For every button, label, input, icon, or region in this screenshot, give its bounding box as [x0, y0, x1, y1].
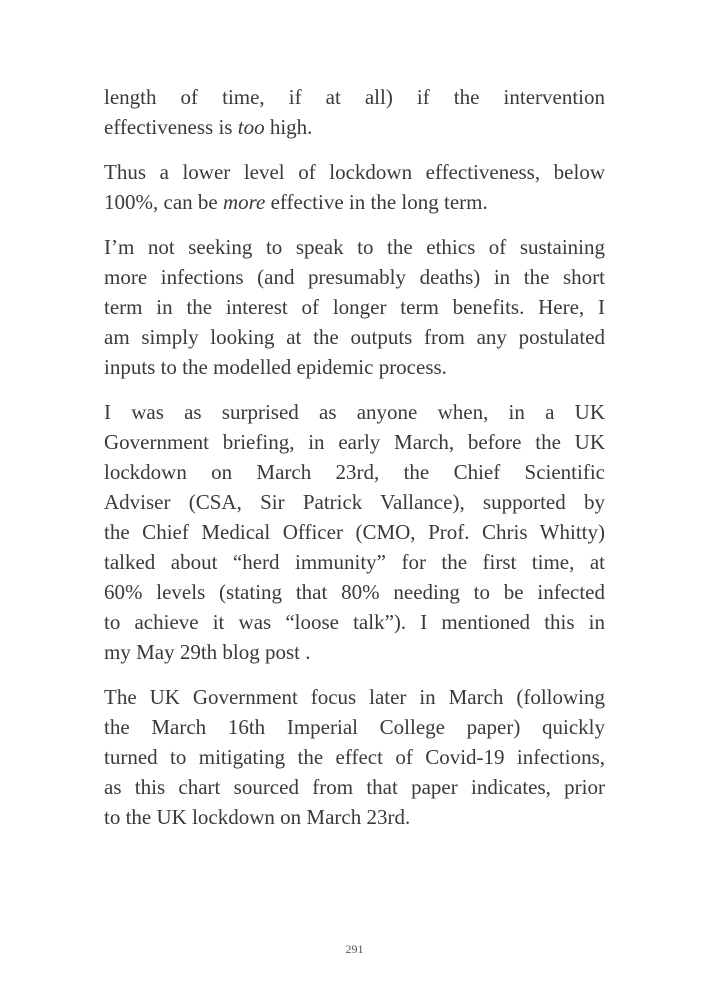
- text-line: I was as surprised as anyone when, in a UK: [104, 400, 605, 424]
- text-line: am simply looking at the outputs from any postulated: [104, 325, 605, 349]
- text-line: inputs to the modelled epidemic process.: [104, 355, 447, 379]
- text-line: turned to mitigating the effect of Covid-19 infections,: [104, 745, 605, 769]
- text-run: 100%, can be: [104, 190, 223, 214]
- text-line: 60% levels (stating that 80% needing to be infected: [104, 580, 605, 604]
- text-line: to achieve it was “loose talk”). I mentioned this in: [104, 610, 605, 634]
- paragraph-2: [104, 157, 605, 217]
- text-line: talked about “herd immunity” for the first time, at: [104, 550, 605, 574]
- emphasis-more: more: [222, 190, 266, 214]
- text-line: to the UK lockdown on March 23rd.: [104, 805, 411, 829]
- text-line: I’m not seeking to speak to the ethics of sustaining: [104, 235, 605, 259]
- text-line: lockdown on March 23rd, the Chief Scientific: [104, 460, 605, 484]
- paragraph-3: [104, 232, 605, 382]
- text-line: Adviser (CSA, Sir Patrick Vallance), supported by: [104, 490, 605, 514]
- text-line: [104, 187, 605, 217]
- text-line: as this chart sourced from that paper indicates, prior: [104, 775, 605, 799]
- text-line: length of time, if at all) if the intervention: [104, 85, 605, 109]
- paragraph-4: [104, 397, 605, 667]
- text-run: high.: [264, 115, 313, 139]
- text-line: The UK Government focus later in March (following: [104, 685, 605, 709]
- body-text: [104, 82, 605, 847]
- text-run: effective in the long term.: [265, 190, 488, 214]
- paragraph-5: [104, 682, 605, 832]
- paragraph-1: [104, 82, 605, 142]
- text-line: the March 16th Imperial College paper) quickly: [104, 715, 605, 739]
- page-number: 291: [345, 942, 364, 956]
- text-line: [104, 112, 605, 142]
- text-line: Government briefing, in early March, before the UK: [104, 430, 605, 454]
- text-line: the Chief Medical Officer (CMO, Prof. Chris Whitty): [104, 520, 605, 544]
- text-line: Thus a lower level of lockdown effectiveness, below: [104, 160, 605, 184]
- text-line: more infections (and presumably deaths) in the short: [104, 265, 605, 289]
- text-line: term in the interest of longer term benefits. Here, I: [104, 295, 605, 319]
- text-run: effectiveness is: [104, 115, 238, 139]
- text-line: my May 29th blog post .: [104, 640, 311, 664]
- emphasis-too: too: [237, 115, 265, 139]
